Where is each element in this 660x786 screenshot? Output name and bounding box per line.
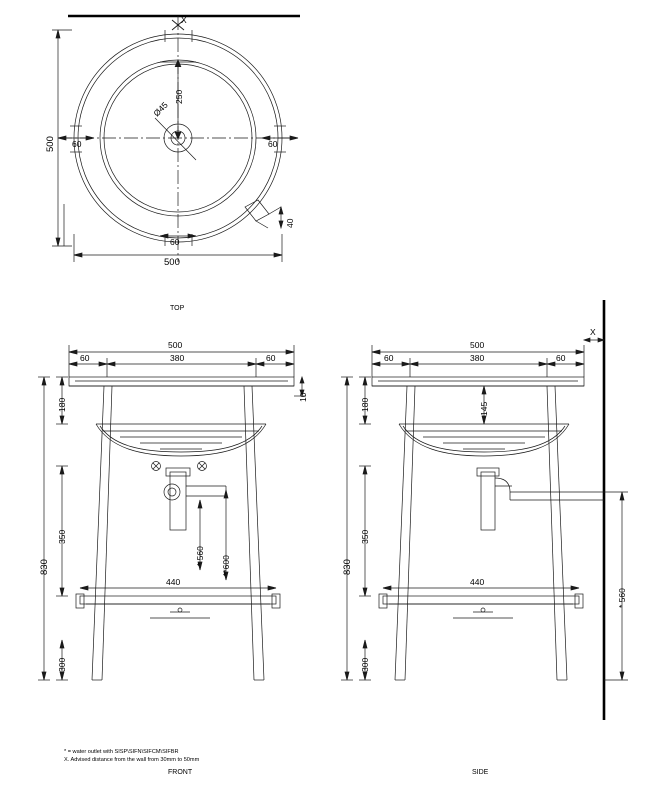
side-dim-145-label: 145 [479,401,489,416]
side-dim-180-label: 180 [360,397,370,412]
front-trap-body [170,472,186,530]
side-basin-outline [399,424,569,456]
side-dim-500-label: 500 [470,340,485,350]
front-dim-60-right-label: 60 [266,353,276,363]
front-leg-right-inner [244,386,254,680]
side-countertop [372,377,584,386]
side-dim-560-label: * 560 [617,588,627,608]
side-trap-body [481,472,495,530]
front-dim-830-label: 830 [39,559,50,575]
front-dim-350-label: 350 [57,529,67,544]
front-basin-outline [96,424,266,456]
top-dim-60-bottom-label: 60 [170,237,180,247]
front-dim-10-label: 10 [298,392,308,402]
front-dim-60-left-label: 60 [80,353,90,363]
front-shelf-center-mark [178,608,182,612]
side-dim-350-label: 350 [360,529,370,544]
side-dim-60-left-label: 60 [384,353,394,363]
front-leg-left-outer [92,386,104,680]
top-dim-40-label: 40 [285,218,295,228]
top-dim-60-left-label: 60 [72,139,82,149]
top-dim-500-left-label: 500 [45,136,56,152]
side-dim-830-label: 830 [342,559,353,575]
side-leg-left-outer [395,386,407,680]
detail-ext-2 [256,221,268,228]
leg-section-detail [245,200,269,221]
front-dim-180-label: 180 [57,397,67,412]
top-dim-x-label: X [181,15,187,25]
side-basin-outline-2 [403,426,565,452]
front-dim-440-label: 440 [166,577,181,587]
top-dim-250-label: 250 [174,89,184,104]
note-water-outlet: * = water outlet with SISP\SIFN\SIFCM\SIFBR [64,749,179,755]
front-dim-560-label: * 560 [195,546,205,566]
side-dim-300-label: 300 [360,657,370,672]
top-dim-d45-label: Ø45 [151,99,170,119]
front-cross-mark-left [152,462,161,471]
front-dim-300-label: 300 [57,657,67,672]
front-cross-mark-right [198,462,207,471]
side-dim-60-right-label: 60 [556,353,566,363]
side-dim-x-label: X [590,327,596,337]
top-view-label: TOP [170,305,185,312]
side-leg-right-inner [547,386,557,680]
side-shelf [383,596,579,604]
front-drain-knob [164,484,180,500]
front-countertop [69,377,294,386]
note-wall-distance: X. Advised distance from the wall from 30mm to 50mm [64,757,200,763]
side-dim-440-label: 440 [470,577,485,587]
top-dim-500-bottom-label: 500 [164,257,180,268]
side-shelf-center-mark [481,608,485,612]
side-view-label: SIDE [472,769,489,776]
front-dim-600-label: **600 [221,555,231,576]
front-dim-380-label: 380 [170,353,185,363]
side-dim-380-label: 380 [470,353,485,363]
front-dim-500-label: 500 [168,340,183,350]
front-drain-knob-inner [168,488,176,496]
front-basin-outline-2 [100,426,262,452]
top-dim-60-right-label: 60 [268,139,278,149]
front-shelf [80,596,276,604]
side-trap-bend [495,478,510,500]
front-view-label: FRONT [168,769,193,776]
